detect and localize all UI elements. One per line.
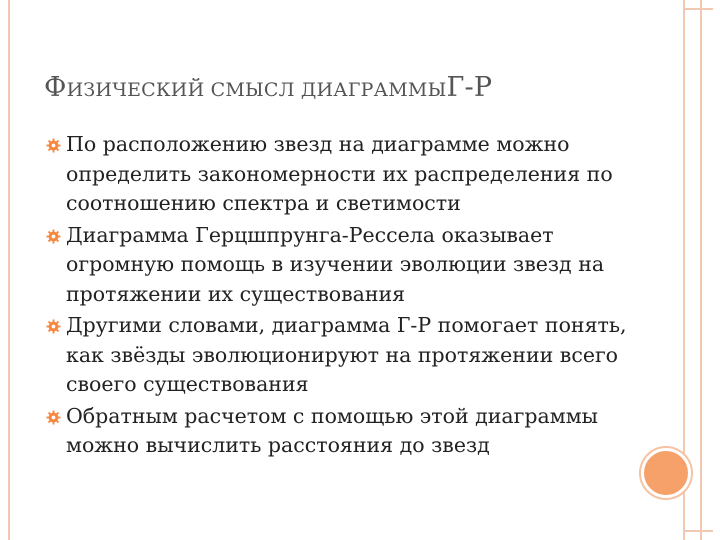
frame-top-tab <box>683 8 713 10</box>
gear-bullet-icon <box>46 229 61 244</box>
frame-right-border-outer <box>700 0 702 540</box>
bullet-text: Другими словами, диаграмма Г-Р помогает понять, как звёзды эволюционируют на протяжении всего своего существования <box>66 313 627 396</box>
title-smallcaps: ИЗИЧЕСКИЙ СМЫСЛ ДИАГРАММЫ <box>66 79 447 101</box>
bullet-text: По расположению звезд на диаграмме можно определить закономерности их распределения по соотношению спектра и светимости <box>66 132 613 215</box>
bullet-list <box>46 130 646 463</box>
frame-bottom-tab <box>683 530 713 532</box>
gear-bullet-icon <box>46 410 61 425</box>
gear-bullet-icon <box>46 138 61 153</box>
slide-title <box>44 72 664 103</box>
frame-left-border <box>8 0 10 540</box>
bullet-text: Обратным расчетом с помощью этой диаграммы можно вычислить расстояния до звезд <box>66 403 598 457</box>
list-item <box>46 311 646 400</box>
gear-bullet-icon <box>46 319 61 334</box>
list-item <box>46 130 646 219</box>
title-suffix: Г-Р <box>446 72 493 103</box>
bullet-text: Диаграмма Герцшпрунга-Рессела оказывает огромную помощь в изучении эволюции звезд на протяжении их существования <box>66 222 605 306</box>
title-initial: Ф <box>44 72 67 103</box>
list-item <box>46 402 646 461</box>
list-item <box>46 221 646 310</box>
decorative-circle <box>641 448 691 498</box>
